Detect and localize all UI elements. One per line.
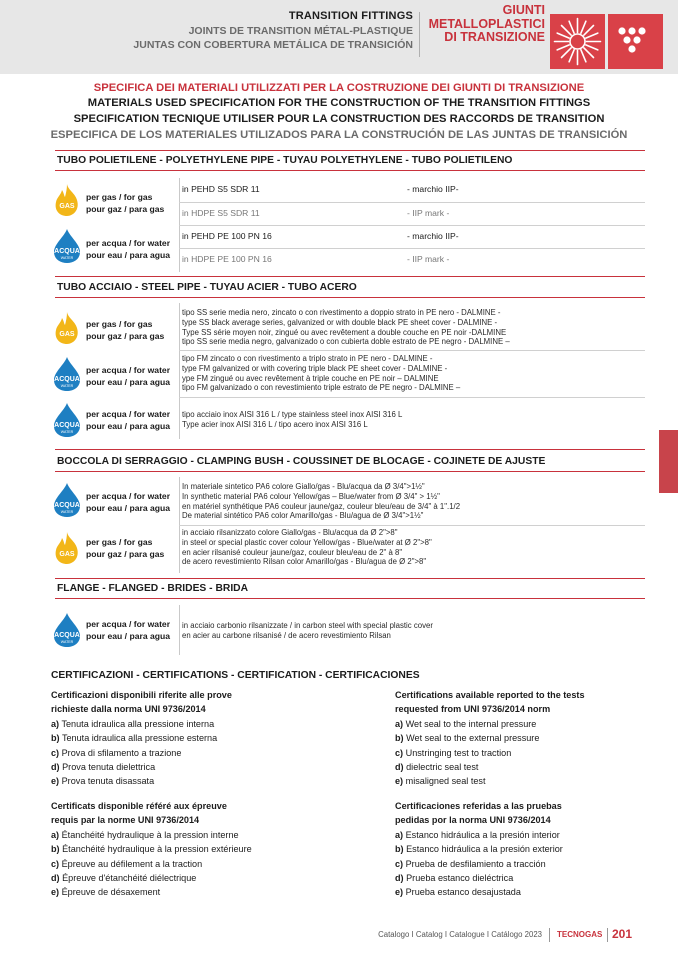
- section-divider: [55, 276, 645, 277]
- badge-label-acqua: ACQUA: [54, 502, 80, 509]
- cert-es-head-1: Certificaciones referidas a las pruebas: [395, 801, 562, 811]
- footer-brand: TECNOGAS: [557, 930, 603, 939]
- dots-icon: [608, 14, 663, 69]
- steel-water-inox-specs: [182, 410, 402, 430]
- section-divider: [55, 449, 645, 450]
- steel-water-fm-specs: [182, 354, 460, 393]
- spec-title-es: ESPECIFICA DE LOS MATERIALES UTILIZADOS PARA LA CONSTRUCIÓN DE LAS JUNTAS DE TRANSICIÓN: [50, 129, 628, 141]
- dots-logo: [608, 14, 663, 69]
- water-badge: [52, 402, 82, 436]
- gas-badge: [52, 311, 82, 345]
- gas-flame-icon: [52, 183, 82, 217]
- cert-es: [395, 799, 563, 900]
- steel-water-inox-line: Type acier inox AISI 316 L / tipo acero inox AISI 316 L: [182, 419, 368, 429]
- bush-water-line: De material sintético PA6 color Amarillo/gas - Blu/agua de Ø 3/4">1½": [182, 511, 424, 521]
- pe-water-it-mark: - marchio IIP-: [407, 231, 459, 241]
- cert-item: b) Wet seal to the external pressure: [395, 733, 540, 744]
- section-divider: [55, 471, 645, 472]
- use-water-1: per acqua / for water: [86, 238, 171, 248]
- row-divider: [179, 397, 645, 398]
- header-title-es: JUNTAS CON COBERTURA METÁLICA DE TRANSICIÓN: [133, 39, 413, 51]
- water-drop-icon: [52, 228, 82, 264]
- cert-item: e) misaligned seal test: [395, 776, 486, 787]
- side-tab-marker: [659, 430, 678, 493]
- cert-it: [51, 688, 232, 789]
- use-gas-2: pour gaz / para gas: [86, 204, 165, 214]
- use-gas-1: per gas / for gas: [86, 192, 153, 202]
- header-title-it-3: DI TRANSIZIONE: [444, 30, 545, 44]
- badge-label-acqua: ACQUA: [54, 632, 80, 639]
- cert-item: c) Prova di sfilamento a trazione: [51, 747, 182, 758]
- cert-fr-head-1: Certificats disponible référé aux épreuve: [51, 801, 227, 811]
- water-badge: [52, 228, 82, 262]
- header-title-en: TRANSITION FITTINGS: [288, 10, 413, 22]
- steel-gas-line: tipo SS serie media negro, galvanizado o con cubierta doble estrato de PE negro - DALMINE –: [182, 337, 510, 347]
- use-gas-2: pour gaz / para gas: [86, 331, 165, 341]
- certifications-title: CERTIFICAZIONI - CERTIFICATIONS - CERTIFICATION - CERTIFICACIONES: [51, 670, 420, 681]
- cert-fr: [51, 799, 252, 900]
- gas-flame-icon: [52, 531, 82, 565]
- cert-fr-head-2: requis par la norme UNI 9736/2014: [51, 815, 200, 826]
- cert-item: d) Épreuve d'étanchéité diélectrique: [51, 873, 197, 884]
- cert-item: c) Épreuve au défilement a la traction: [51, 858, 203, 869]
- use-gas-1: per gas / for gas: [86, 319, 153, 329]
- cert-en: [395, 688, 585, 789]
- use-gas-1: per gas / for gas: [86, 537, 153, 547]
- cert-item: e) Prueba estanco desajustada: [395, 887, 521, 898]
- badge-label-gas: GAS: [59, 331, 75, 338]
- water-drop-icon: [52, 482, 82, 518]
- use-water-2: pour eau / para agua: [86, 377, 171, 387]
- page-number: 201: [612, 927, 633, 941]
- bush-gas-line: de acero revestimiento Rilsan color Amarillo/gas - Blu/agua de Ø 2">8": [182, 557, 427, 567]
- water-badge: [52, 482, 82, 516]
- cert-item: b) Étanchéité hydraulique à la pression extérieure: [51, 844, 252, 855]
- steel-water-inox-line: tipo acciaio inox AISI 316 L / type stainless steel inox AISI 316 L: [182, 410, 403, 419]
- bush-water-specs: [182, 482, 460, 521]
- header-title-it-1: GIUNTI: [502, 3, 545, 17]
- steel-gas-line: type SS black average series, galvanized or with double black PE sheet cover - DALMINE -: [182, 317, 498, 327]
- use-water-2: pour eau / para agua: [86, 421, 171, 431]
- section-title-pe: TUBO POLIETILENE - POLYETHYLENE PIPE - TUYAU POLYETHYLENE - TUBO POLIETILENO: [57, 155, 513, 166]
- section-title-steel: TUBO ACCIAIO - STEEL PIPE - TUYAU ACIER - TUBO ACERO: [57, 282, 357, 293]
- water-badge: [52, 612, 82, 646]
- section-title-bush: BOCCOLA DI SERRAGGIO - CLAMPING BUSH - COUSSINET DE BLOCAGE - COJINETE DE AJUSTE: [57, 456, 546, 467]
- cert-en-head-1: Certifications available reported to the tests: [395, 690, 585, 700]
- cert-item: e) Prova tenuta disassata: [51, 776, 155, 787]
- header-title-it-2: METALLOPLASTICI: [428, 16, 545, 31]
- badge-label-gas: GAS: [59, 551, 75, 558]
- cert-item: a) Tenuta idraulica alla pressione interna: [51, 718, 215, 729]
- row-divider: [179, 350, 645, 351]
- water-drop-icon: [52, 356, 82, 392]
- section-divider: [55, 297, 645, 298]
- bush-water-line: In materiale sintetico PA6 colore Giallo/gas - Blu/acqua da Ø 3/4">1½": [182, 482, 425, 491]
- header-title-it: [405, 4, 545, 45]
- badge-label-water: WATER: [60, 510, 74, 514]
- flange-water-line: en acier au carbone rilsanisé / de acero revestimiento Rilsan: [182, 630, 391, 640]
- flange-water-line: in acciaio carbonio rilsanizzate / in carbon steel with special plastic cover: [182, 621, 433, 630]
- section-divider: [55, 170, 645, 171]
- use-water-2: pour eau / para agua: [86, 631, 171, 641]
- use-water-1: per acqua / for water: [86, 409, 171, 419]
- section-divider: [55, 150, 645, 151]
- cert-item: d) Prueba estanco dieléctrica: [395, 873, 514, 884]
- steel-gas-line: Type SS série moyen noir, zingué ou avec revêtement a double couche en PE noir -DALMINE: [182, 327, 507, 337]
- row-divider: [179, 525, 645, 526]
- steel-water-fm-line: ype FM zingué ou avec revêtement à triple couche en PE noir – DALMINE: [182, 373, 439, 383]
- water-drop-icon: [52, 402, 82, 438]
- column-divider: [179, 605, 180, 655]
- badge-label-water: WATER: [60, 384, 74, 388]
- badge-label-gas: GAS: [59, 203, 75, 210]
- steel-gas-line: tipo SS serie media nero, zincato o con rivestimento a doppio strato in PE nero - DALMINE -: [182, 308, 501, 317]
- gas-badge: [52, 183, 82, 217]
- row-divider: [179, 225, 645, 226]
- footer-catalog: Catalogo I Catalog I Catalogue I Catálogo 2023: [378, 930, 542, 939]
- badge-label-water: WATER: [60, 430, 74, 434]
- pe-gas-it-mark: - marchio IIP-: [407, 184, 459, 194]
- use-gas-2: pour gaz / para gas: [86, 549, 165, 559]
- burst-icon: [550, 14, 605, 69]
- cert-it-head-1: Certificazioni disponibili riferite alle prove: [51, 690, 232, 700]
- section-divider: [55, 578, 645, 579]
- pe-gas-en: in HDPE S5 SDR 11: [182, 208, 260, 218]
- badge-label-water: WATER: [60, 256, 74, 260]
- bush-water-line: en matériel synthétique PA6 couleur jaune/gaz, couleur bleu/eau de 3/4" à 1".1/2: [182, 501, 461, 511]
- steel-water-fm-line: type FM galvanized or with covering triple black PE sheet cover - DALMINE -: [182, 363, 448, 373]
- steel-water-fm-line: tipo FM zincato o con rivestimento a triplo strato in PE nero - DALMINE -: [182, 354, 433, 363]
- cert-item: d) dielectric seal test: [395, 762, 479, 773]
- burst-logo: [550, 14, 605, 69]
- bush-gas-specs: [182, 528, 432, 567]
- spec-title-it: SPECIFICA DEI MATERIALI UTILIZZATI PER LA COSTRUZIONE DEI GIUNTI DI TRANSIZIONE: [93, 82, 585, 94]
- header-band: [0, 0, 678, 74]
- steel-water-fm-line: tipo FM galvanizado o con revestimiento triple estrato de PE negro - DALMINE –: [182, 383, 461, 393]
- cert-item: c) Unstringing test to traction: [395, 747, 512, 758]
- header-title-fr: JOINTS DE TRANSITION MÉTAL-PLASTIQUE: [188, 25, 413, 37]
- badge-label-acqua: ACQUA: [54, 376, 80, 383]
- badge-label-acqua: ACQUA: [54, 248, 80, 255]
- use-water-2: pour eau / para agua: [86, 503, 171, 513]
- cert-item: e) Épreuve de désaxement: [51, 887, 161, 898]
- footer-divider: [607, 928, 608, 942]
- cert-item: b) Tenuta idraulica alla pressione esterna: [51, 733, 218, 744]
- use-water-1: per acqua / for water: [86, 619, 171, 629]
- column-divider: [179, 226, 180, 272]
- cert-es-head-2: pedidas por la norma UNI 9736/2014: [395, 815, 551, 826]
- cert-item: a) Étanchéité hydraulique à la pression interne: [51, 829, 239, 840]
- section-divider: [55, 598, 645, 599]
- pe-gas-it: in PEHD S5 SDR 11: [182, 184, 260, 194]
- row-divider: [179, 202, 645, 203]
- cert-en-head-2: requested from UNI 9736/2014 norm: [395, 704, 551, 715]
- bush-gas-line: en acier rilsanisé couleur jaune/gaz, couleur bleu/eau de 2" à 8": [182, 547, 403, 557]
- cert-item: a) Estanco hidráulica a la presión interior: [395, 829, 560, 840]
- bush-water-line: In synthetic material PA6 colour Yellow/gas – Blue/water from Ø 3/4" > 1½": [182, 491, 440, 501]
- section-title-flange: FLANGE - FLANGED - BRIDES - BRIDA: [57, 583, 249, 594]
- pe-water-it: in PEHD PE 100 PN 16: [182, 231, 272, 241]
- steel-gas-specs: [182, 308, 510, 347]
- cert-item: c) Prueba de desfilamiento a tracción: [395, 858, 546, 869]
- gas-badge: [52, 531, 82, 565]
- pe-water-en-mark: - IIP mark -: [407, 254, 450, 264]
- gas-flame-icon: [52, 311, 82, 345]
- bush-gas-line: in steel or special plastic cover colour Yellow/gas - Blue/water at Ø 2">8": [182, 537, 432, 547]
- column-divider: [179, 303, 180, 439]
- water-drop-icon: [52, 612, 82, 648]
- cert-item: a) Wet seal to the internal pressure: [395, 718, 537, 729]
- cert-item: d) Prova tenuta dielettrica: [51, 762, 156, 773]
- pe-water-en: in HDPE PE 100 PN 16: [182, 254, 272, 264]
- row-divider: [179, 248, 645, 249]
- use-water-1: per acqua / for water: [86, 491, 171, 501]
- badge-label-acqua: ACQUA: [54, 422, 80, 429]
- spec-title-en: MATERIALS USED SPECIFICATION FOR THE CONSTRUCTION OF THE TRANSITION FITTINGS: [87, 97, 591, 109]
- pe-gas-en-mark: - IIP mark -: [407, 208, 450, 218]
- cert-it-head-2: richieste dalla norma UNI 9736/2014: [51, 704, 206, 715]
- spec-title-fr: SPECIFICATION TECNIQUE UTILISER POUR LA CONSTRUCTION DES RACCORDS DE TRANSITION: [73, 113, 605, 125]
- cert-item: b) Estanco hidráulica a la presión exterior: [395, 844, 563, 855]
- use-water-2: pour eau / para agua: [86, 250, 171, 260]
- water-badge: [52, 356, 82, 390]
- use-water-1: per acqua / for water: [86, 365, 171, 375]
- bush-gas-line: in acciaio rilsanizzato colore Giallo/gas - Blu/acqua da Ø 2">8": [182, 528, 398, 537]
- footer-divider: [549, 928, 550, 942]
- badge-label-water: WATER: [60, 640, 74, 644]
- flange-water-specs: [182, 621, 433, 641]
